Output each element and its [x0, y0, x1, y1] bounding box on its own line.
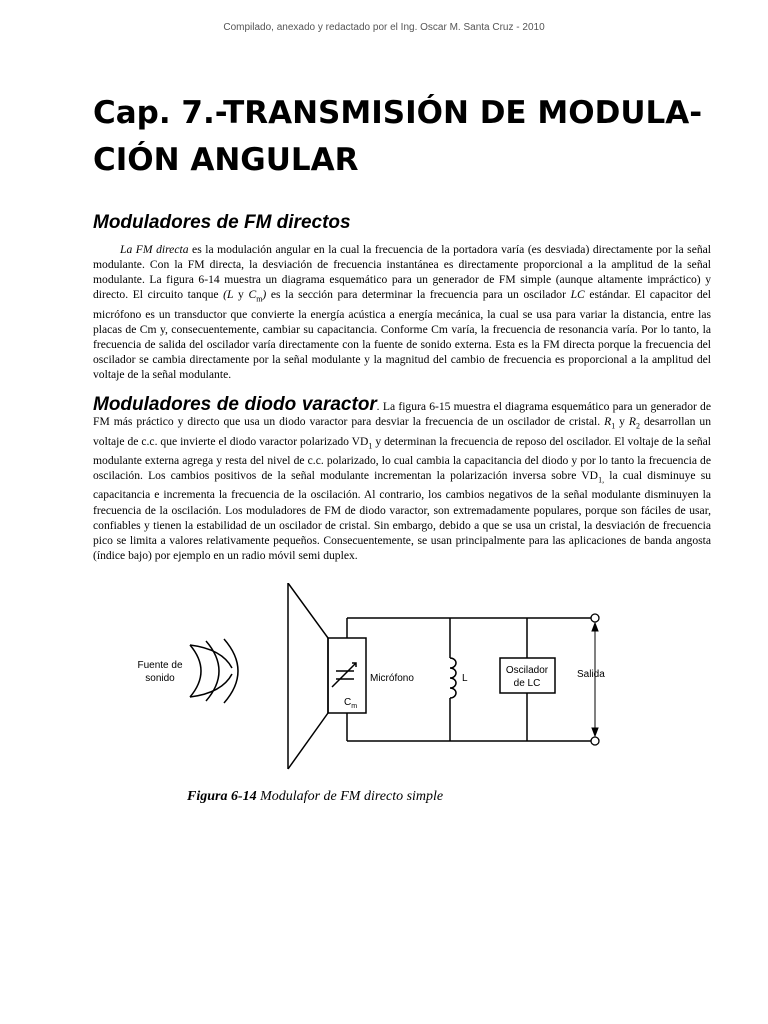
- label-fuente-de-sonido-2: sonido: [145, 673, 175, 684]
- chapter-title: [93, 90, 713, 184]
- label-oscilador-1: Oscilador: [505, 665, 549, 676]
- label-salida: Salida: [577, 669, 605, 680]
- page-header: Compilado, anexado y redactado por el Ing. Oscar M. Santa Cruz - 2010: [223, 22, 545, 33]
- output-terminal-top: [591, 614, 599, 622]
- paragraph-lead: La FM directa: [120, 243, 189, 256]
- paragraph-diodo-varactor: Moduladores de diodo varactor. La figura 6-15 muestra el diagrama esquemático para un generador de FM más práctico y directo que usa un diodo varactor para desviar la frecuencia de un oscilador de cristal. $R_1$ y $R_2$ desarrollan un voltaje de c.c. que invierte el diodo varactor polarizado $VD_1$ y determinan la frecuencia de reposo del oscilador. El voltaje de la señal modulante externa agrega y resta del nivel de c.c. polarizado, lo cual cambia la capacitancia del diodo y por lo tanto la frecuencia de oscilación. Los cambios positivos de la señal modulante incrementan la polarización inversa sobre $VD_{1,}$ la cual disminuye su capacitancia e incrementa la frecuencia de la oscilación. Al contrario, los cambios negativos de la señal modulante disminuyen la frecuencia de la oscilación. Los moduladores de FM de diodo varactor, son extremadamente populares, porque son fáciles de usar, confiables y tienen la estabilidad de un oscilador de cristal. Sin embargo, debido a que se usa un cristal, la desviación de frecuencia pico se limita a valores relativamente pequeños. Consecuentemente, se usan principalmente para las aplicaciones de banda angosta (índice bajo) por ejemplo en un radio móvil semi duplex.: [93, 394, 711, 562]
- chapter-title-line-2: CIÓN ANGULAR: [93, 142, 359, 178]
- label-oscilador-2: de LC: [513, 678, 541, 689]
- output-terminal-bottom: [591, 737, 599, 745]
- label-fuente-de-sonido-1: Fuente de: [137, 660, 183, 671]
- figure-fm-modulator-schematic: [120, 583, 620, 773]
- label-microfono: Micrófono: [370, 673, 414, 684]
- section-heading-fm-directos: Moduladores de FM directos: [93, 212, 351, 233]
- figure-caption: Figura 6-14 Modulafor de FM directo simple: [187, 789, 444, 804]
- variable-capacitor-icon: [332, 663, 356, 687]
- sound-waves-icon: [190, 639, 238, 703]
- label-cm: $C_m$: [344, 697, 358, 710]
- label-inductor-l: L: [462, 673, 468, 684]
- paragraph-fm-directa: La FM directa es la modulación angular en la cual la frecuencia de la portadora varía (es desviada) directamente por la señal modulante. Con la FM directa, la desviación de frecuencia instantánea es directamente proporcional a la amplitud de la señal modulante. La figura 6-14 muestra un diagrama esquemático para un generador de FM simple (aunque altamente impráctico) y directo. El circuito tanque (L y $C_m$) es la sección para determinar la frecuencia para un oscilador LC estándar. El capacitor del micrófono es un transductor que convierte la energía acústica a energía mecánica, la cual se usa para variar la distancia, entre las placas de Cm y, consecuentemente, cambiar su capacitancia. Conforme Cm varía, la frecuencia de resonancia varía. Por lo tanto, la frecuencia de salida del oscilador varía directamente con la fuente de sonido externa. Esta es la FM directa porque la frecuencia del oscilador se cambia directamente por la señal modulante y la magnitud del cambio de frecuencia es proporcional a la amplitud del voltaje de la señal modulante.: [93, 243, 712, 382]
- inductor-icon: [450, 658, 456, 698]
- section-heading-diodo-varactor: Moduladores de diodo varactor: [93, 394, 377, 415]
- microphone-horn: [288, 583, 328, 769]
- chapter-title-line-1: Cap. 7.-TRANSMISIÓN DE MODULA-: [93, 95, 703, 131]
